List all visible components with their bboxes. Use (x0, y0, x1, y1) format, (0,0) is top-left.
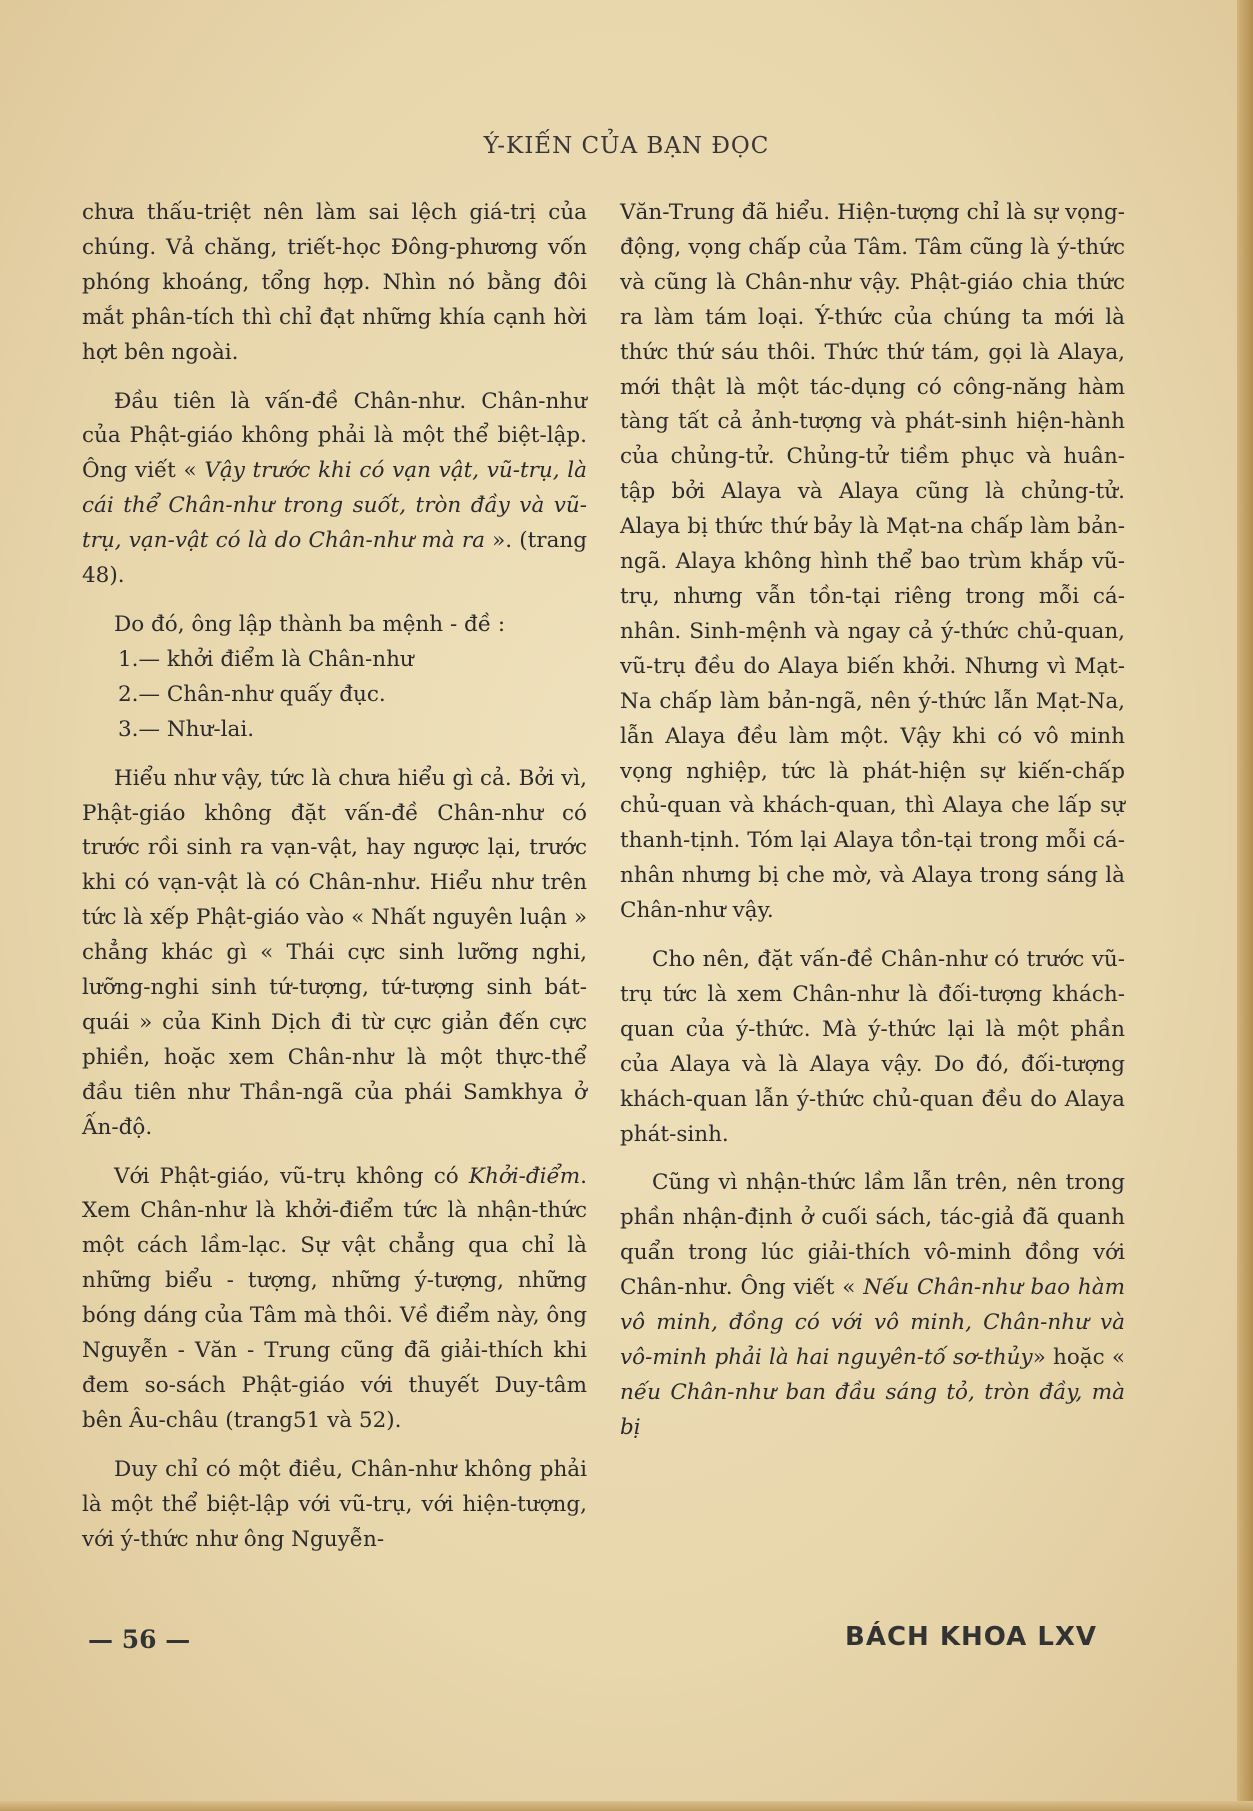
left-column (82, 196, 587, 1558)
paragraph: Duy chỉ có một điều, Chân-như không phải là một thể biệt-lập với vũ-trụ, với hiện-tượng, với ý-thức như ông Nguyễn- (82, 1456, 587, 1552)
paragraph: Hiểu như vậy, tức là chưa hiểu gì cả. Bởi vì, Phật-giáo không đặt vấn-đề Chân-như có trước rồi sinh ra vạn-vật, hay ngược lại, trước khi có vạn-vật là có Chân-như. Hiểu như trên tức là xếp Phật-giáo vào « Nhất nguyên luận » chẳng khác gì « Thái cực sinh lưỡng nghi, lưỡng-nghi sinh tứ-tượng, tứ-tượng sinh bát-quái » của Kinh Dịch đi từ cực giản đến cực phiền, hoặc xem Chân-như là một thực-thể đầu tiên như Thần-ngã của phái Samkhya ở Ấn-độ. (82, 765, 587, 1140)
page-number: — 56 — (88, 1625, 191, 1654)
emphasis: Khởi-điểm (468, 1163, 581, 1189)
list-item: 1.— khởi điểm là Chân-như (118, 646, 414, 672)
quote: nếu Chân-như ban đầu sáng tỏ, tròn đầy, mà bị (620, 1379, 1125, 1440)
list-item: 3.— Như-lai. (118, 716, 255, 742)
page-edge-right (1237, 0, 1253, 1811)
quote: Vậy trước khi có vạn vật, vũ-trụ, là cái thể Chân-như trong suốt, tròn đầy và vũ-trụ, vạn-vật có là do Chân-như mà ra (82, 458, 587, 554)
page-edge-bottom (0, 1801, 1253, 1811)
text: ». (trang 48). (82, 528, 588, 589)
right-column (620, 196, 1125, 1446)
text: Đầu tiên là vấn-đề Chân-như. Chân-như của Phật-giáo không phải là một thể biệt-lập. Ông viết « (82, 388, 587, 484)
paragraph (620, 1166, 1125, 1445)
quote: Nếu Chân-như bao hàm vô minh, đồng có với vô minh, Chân-như và vô-minh phải là hai nguyên-tố sơ-thủy (620, 1275, 1125, 1370)
text: Cũng vì nhận-thức lầm lẫn trên, nên trong phần nhận-định ở cuối sách, tác-giả đã quanh quẩn trong lúc giải-thích vô-minh đồng với Chân-như. Ông viết « (620, 1170, 1125, 1301)
text: Với Phật-giáo, vũ-trụ không có (114, 1163, 469, 1189)
text: » hoặc « (1032, 1345, 1125, 1370)
paragraph (82, 1160, 587, 1439)
list-item: 2.— Chân-như quấy đục. (118, 681, 386, 707)
paragraph (82, 385, 587, 594)
page-header: Ý-KIẾN CỦA BẠN ĐỌC (483, 133, 770, 159)
paragraph: chưa thấu-triệt nên làm sai lệch giá-trị của chúng. Vả chăng, triết-học Đông-phương vốn phóng khoáng, tổng hợp. Nhìn nó bằng đôi mắt phân-tích thì chỉ đạt những khía cạnh hời hợt bên ngoài. (82, 200, 587, 365)
paragraph: Cho nên, đặt vấn-đề Chân-như có trước vũ-trụ tức là xem Chân-như là đối-tượng khách-quan của ý-thức. Mà ý-thức lại là một phần của Alaya và là Alaya vậy. Do đó, đối-tượng khách-quan lẫn ý-thức chủ-quan đều do Alaya phát-sinh. (620, 947, 1125, 1147)
text: . Xem Chân-như là khởi-điểm tức là nhận-thức một cách lầm-lạc. Sự vật chẳng qua chỉ là những biểu - tượng, những ý-tượng, những bóng dáng của Tâm mà thôi. Về điểm này, ông Nguyễn - Văn - Trung cũng đã giải-thích khi đem so-sách Phật-giáo với thuyết Duy-tâm bên Âu-châu (trang51 và 52). (82, 1163, 587, 1433)
publication-name: BÁCH KHOA LXV (845, 1622, 1098, 1652)
paragraph: Do đó, ông lập thành ba mệnh - đề : (114, 611, 506, 637)
paragraph: Văn-Trung đã hiểu. Hiện-tượng chỉ là sự vọng-động, vọng chấp của Tâm. Tâm cũng là ý-thức và cũng là Chân-như vậy. Phật-giáo chia thức ra làm tám loại. Ý-thức của chúng ta mới là thức thứ sáu thôi. Thức thứ tám, gọi là Alaya, mới thật là một tác-dụng có công-năng hàm tàng tất cả ảnh-tượng và phát-sinh hiện-hành của chủng-tử. Chủng-tử tiềm phục và huân-tập bởi Alaya và Alaya cũng là chủng-tử. Alaya bị thức thứ bảy là Mạt-na chấp làm bản-ngã. Alaya không hình thể bao trùm khắp vũ-trụ, nhưng vẫn tồn-tại riêng trong mỗi cá-nhân. Sinh-mệnh và ngay cả ý-thức chủ-quan, vũ-trụ đều do Alaya biến khởi. Nhưng vì Mạt-Na chấp làm bản-ngã, nên ý-thức lẫn Mạt-Na, lẫn Alaya đều làm một. Vậy khi có vô minh vọng nghiệp, tức là phát-hiện sự kiến-chấp chủ-quan và khách-quan, thì Alaya che lấp sự thanh-tịnh. Tóm lại Alaya tồn-tại trong mỗi cá-nhân nhưng bị che mờ, và Alaya trong sáng là Chân-như vậy. (620, 200, 1125, 924)
